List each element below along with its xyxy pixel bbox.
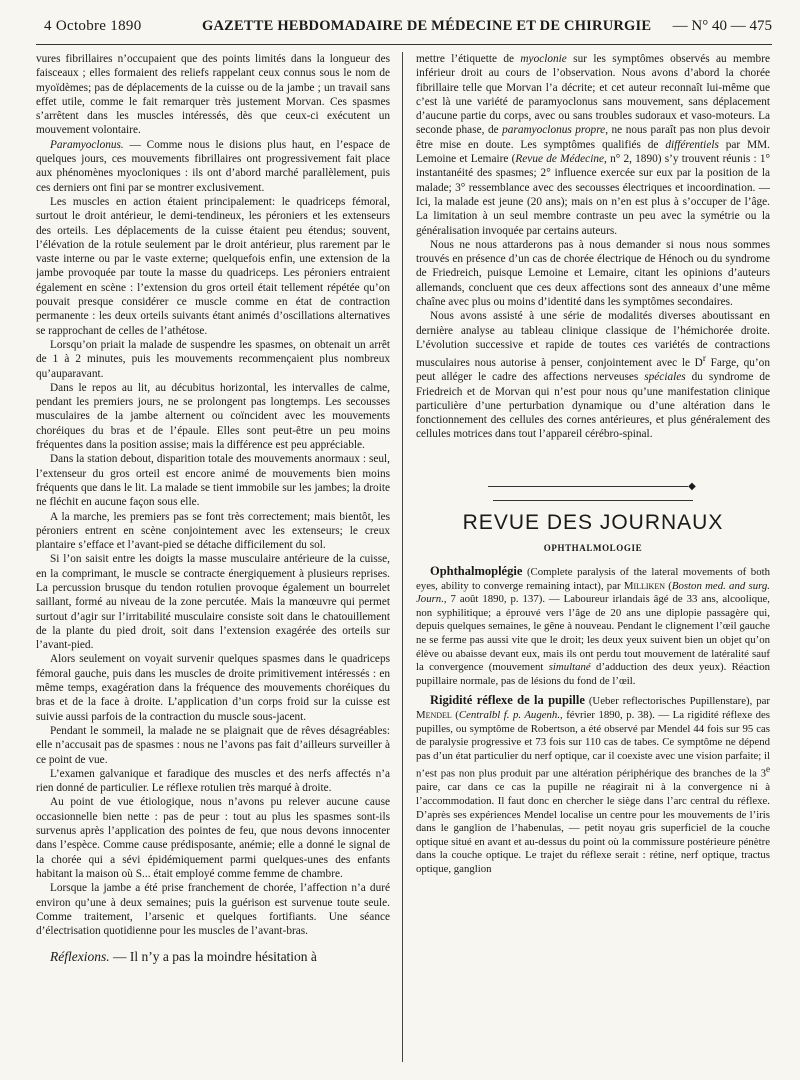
paragraph: L’examen galvanique et faradique des muscles et des nerfs affectés n’a rien donné de particulier. Le réflexe rotulien très marqué à droite.	[36, 767, 390, 795]
article-term: Rigidité réflexe de la pupille	[430, 693, 585, 708]
paragraph-label: Réflexions.	[50, 949, 110, 965]
text-columns	[36, 52, 772, 1070]
paragraph-label: Paramyoclonus.	[50, 138, 124, 151]
section-title: REVUE DES JOURNAUX	[462, 511, 724, 535]
article-abstract: Rigidité réflexe de la pupille (Ueber reflectorisches Pupillenstare), par Mendel (Centralbl f. p. Augenh., février 1890, p. 38). — La rigidité réflexe des pupilles, ou symptôme de Robertson, a été observé par Mendel 44 fois sur 95 cas de paralysie progressive et 73 fois sur 110 cas de tabes. Ce symptôme ne dépend pas d’un état particulier du nerf optique, car il coexiste avec une vision parfaite; il n’est pas non plus produit par une altération périphérique des branches de la 3e paire, car dans ce cas la pupille ne réagirait ni à la convergence ni à l’accommodation. Il faut donc en chercher le siège dans l’arc central du réflexe. D’après ses expériences Mendel localise un centre pour les mouvements de l’iris dans le ganglion de l’habenulas, — petit noyau gris superficiel de la couche optique situé en avant et au-dessus du point où la commissure postérieure pénètre dans la couche optique. Le trajet du réflexe serait : rétine, nerf optique, tractus optique, ganglion	[416, 693, 770, 876]
header-journal-title: GAZETTE HEBDOMADAIRE DE MÉDECINE ET DE CHIRURGIE	[202, 18, 652, 34]
paragraph: Dans la station debout, disparition totale des mouvements anormaux : seul, l’extenseur du gros orteil est encore animé de mouvements bien moins fréquents que dans le lit. La malade se tient immobile sur les jambes; la droite ne fléchit en aucune façon sous elle.	[36, 453, 390, 509]
paragraph: Alors seulement on voyait survenir quelques spasmes dans le quadriceps fémoral gauche, puis dans les muscles de droite primitivement intéressés : en même temps, exagération dans la fréquence des mouvements choréiques du bras et de la face à droite. L’application d’un corps froid sur la cuisse est suivie aussi parfois de la contraction du muscle sous-jacent.	[36, 653, 390, 723]
article-abstract: Ophthalmoplégie (Complete paralysis of the lateral movements of both eyes, ability to converge remaining intact), par Milliken (Boston med. and surg. Journ., 7 août 1890, p. 137). — Laboureur irlandais âgé de 33 ans, alcoolique, non syphilitique; a éprouvé vers l’âge de 20 ans une diplopie passagère qui, depuis quelques semaines, le gêne à nouveau. Pendant le clignement l’œil gauche ne se ferme pas aussi vite que le droit; les deux yeux suivent bien un objet qu’on élève ou abaisse devant eux, mais ils ont perdu tout mouvement de latéralité sauf la convergence (mouvement simultané d’adduction des deux yeux). Réaction pupillaire normale, pas de lésions du fond de l’œil.	[416, 563, 770, 687]
subsection-title: OPHTHALMOLOGIE	[543, 542, 643, 553]
paragraph: Nous avons assisté à une série de modalités diverses aboutissant en dernière analyse au tableau clinique classique de l’hémichorée droite. L’évolution successive et rapide de toutes ces variétés de contractions musculaires nous autorise à penser, conjointement avec le $D^r$ Farge, qu’on peut alléger le cadre des affections nerveuses spéciales du syndrome de Friedreich et de Morvan qui n’est pour nous qu’une manifestation clinique particulière d’une perturbation dynamique ou d’une altération dans le fonctionnement des cellules des cornes antérieures, et plus généralement des cellules motrices dans tout l’appareil cérébro-spinal.	[416, 310, 770, 441]
column-divider	[402, 52, 403, 1062]
paragraph: Nous ne nous attarderons pas à nous demander si nous nous sommes trouvés en présence d’un cas de chorée électrique de Hénoch ou du syndrome de Friedreich, puisque Lemoine et Lemaire, citant les opinions d’auteurs allemands, concluent que ces deux affections sont des anneaux d’une même chaîne avec plus ou moins d’identité dans les symptômes secondaires.	[416, 238, 770, 309]
left-column	[36, 52, 390, 1070]
paragraph: Les muscles en action étaient principalement: le quadriceps fémoral, surtout le droit antérieur, le demi-tendineux, les péroniers et les extenseurs des orteils. Les déplacements de la cuisse étaient peu étendus; souvent, l’élévation de la rotule seulement par le droit antérieur, plus rarement par le vaste interne ou par le vaste externe; quelquefois enfin, une extension de la jambe provoquée par toute la masse du quadriceps. Les péroniers entraient également en scène : l’extension du gros orteil était tellement répétée qu’on pouvait presque considérer ce muscle comme en état de contraction permanente : les deux orteils suivants étant animés d’oscillations alternatives se rapprochant de celles de l’athétose.	[36, 195, 390, 337]
page-header	[36, 14, 772, 45]
paragraph: Si l’on saisit entre les doigts la masse musculaire antérieure de la cuisse, en la comprimant, le muscle se contracte énergiquement à plusieurs reprises. La percussion brusque du tendon rotulien provoque également un bourrelet saillant, formé au niveau de la zone percutée. Mais la manœuvre qui permet surtout d’agir sur l’irritabilité musculaire consiste soit dans le chatouillement de la plante du pied droit, soit dans l’extension exagérée des orteils sur l’avant-pied.	[36, 553, 390, 652]
header-issue-page: — N° 40 — 475	[672, 18, 772, 34]
section-divider-ornament: ◆	[416, 480, 770, 509]
paragraph: mettre l’étiquette de myoclonie sur les symptômes observés au membre inférieur droit au cours de l’observation. Nous avons d’abord la chorée fibrillaire telle que Morvan l’a décrite; et cet auteur reconnaît lui-même que c’est là une variété de paramyoclonus sans mouvement, sans déplacement d’aucune partie du corps, avec ou sans troubles sudoraux et vaso-moteurs. La seconde phase, de paramyoclonus propre, ne nous paraît pas non plus devoir être mise en doute. Les symptômes qualifiés de différentiels par MM. Lemoine et Lemaire (Revue de Médecine, n° 2, 1890) s’y trouvent réunis : 1° instantanéité des spasmes; 2° influence exercée sur eux par la position de la malade; 3° ressemblance avec des secousses électriques et incoordination. — Ici, la malade est jeune (20 ans); mais on n’en est plus à s’occuper de l’âge. La limitation à un seul membre contraste un peu avec la symétrie ou la généralisation invoquée par certains auteurs.	[416, 53, 770, 237]
paragraph: Lorsque la jambe a été prise franchement de chorée, l’affection n’a duré environ qu’une à deux semaines; puis la guérison est survenue toute seule. Comme traitement, l’arsenic et quelques fortifiants. Une séance d’électrisation quotidienne pour les muscles de l’avant-bras.	[36, 882, 390, 938]
journal-page	[36, 14, 772, 1070]
paragraph: Dans le repos au lit, au décubitus horizontal, les intervalles de calme, pendant les premiers jours, ne se prolongent pas longtemps. Les secousses musculaires de la jambe alternent ou coïncident avec les mouvements choréiques du bras et de l’épaule. Elles sont peut-être un peu moins fréquentes dans la position assise; mais la différence est peu appréciable.	[36, 381, 390, 452]
paragraph: Paramyoclonus. — Comme nous le disions plus haut, en l’espace de quelques jours, ces mouvements fibrillaires ont progressivement fait place aux phénomènes myocloniques : ils ont d’abord marché parallèlement, puis ces derniers ont fini par se montrer exclusivement.	[36, 138, 390, 194]
paragraph: Au point de vue étiologique, nous n’avons pu relever aucune cause occasionnelle bien nette : pas de peur : tout au plus les spasmes sont-ils survenus après l’application des pointes de feu, que nous devons innocenter dans l’espèce. Comme cause prédisposante, anémie; elle a donné le signal de la chorée qui a sévi épidémiquement parmi quelques-unes des enfants habitant la maison où S... était employé comme femme de chambre.	[36, 796, 390, 880]
header-date: 4 Octobre 1890	[44, 18, 142, 34]
article-term: Ophthalmoplégie	[430, 563, 523, 578]
paragraph: Pendant le sommeil, la malade ne se plaignait que de rêves désagréables: elle n’accusait pas de spasmes : nous ne l’avons pas fait d’ailleurs surveiller à ce point de vue.	[36, 724, 390, 766]
paragraph: vures fibrillaires n’occupaient que des points limités dans la longueur des faisceaux ; elles formaient des reliefs rappelant ceux connus sous le nom de myoïdèmes; pas de déplacements de la cuisse ou de la jambe ; un travail sans effet utile, comme le fait remarquer très justement Morvan. Ces spasmes s’arrêtent dans les muscles intéressés, dès que ceux-ci exécutent un mouvement volontaire.	[36, 53, 390, 137]
paragraph: A la marche, les premiers pas se font très correctement; mais bientôt, les péroniers entrent en scène conjointement avec les extenseurs; le creux plantaire s’efface et l’avant-pied se détache difficilement du sol.	[36, 510, 390, 552]
right-column	[416, 52, 770, 1070]
paragraph: Réflexions. — Il n’y a pas la moindre hésitation à	[50, 949, 317, 965]
paragraph: Lorsqu’on priait la malade de suspendre les spasmes, on obtenait un arrêt de 1 à 2 minutes, puis les mouvements recommençaient plus nombreux qu’auparavant.	[36, 338, 390, 380]
